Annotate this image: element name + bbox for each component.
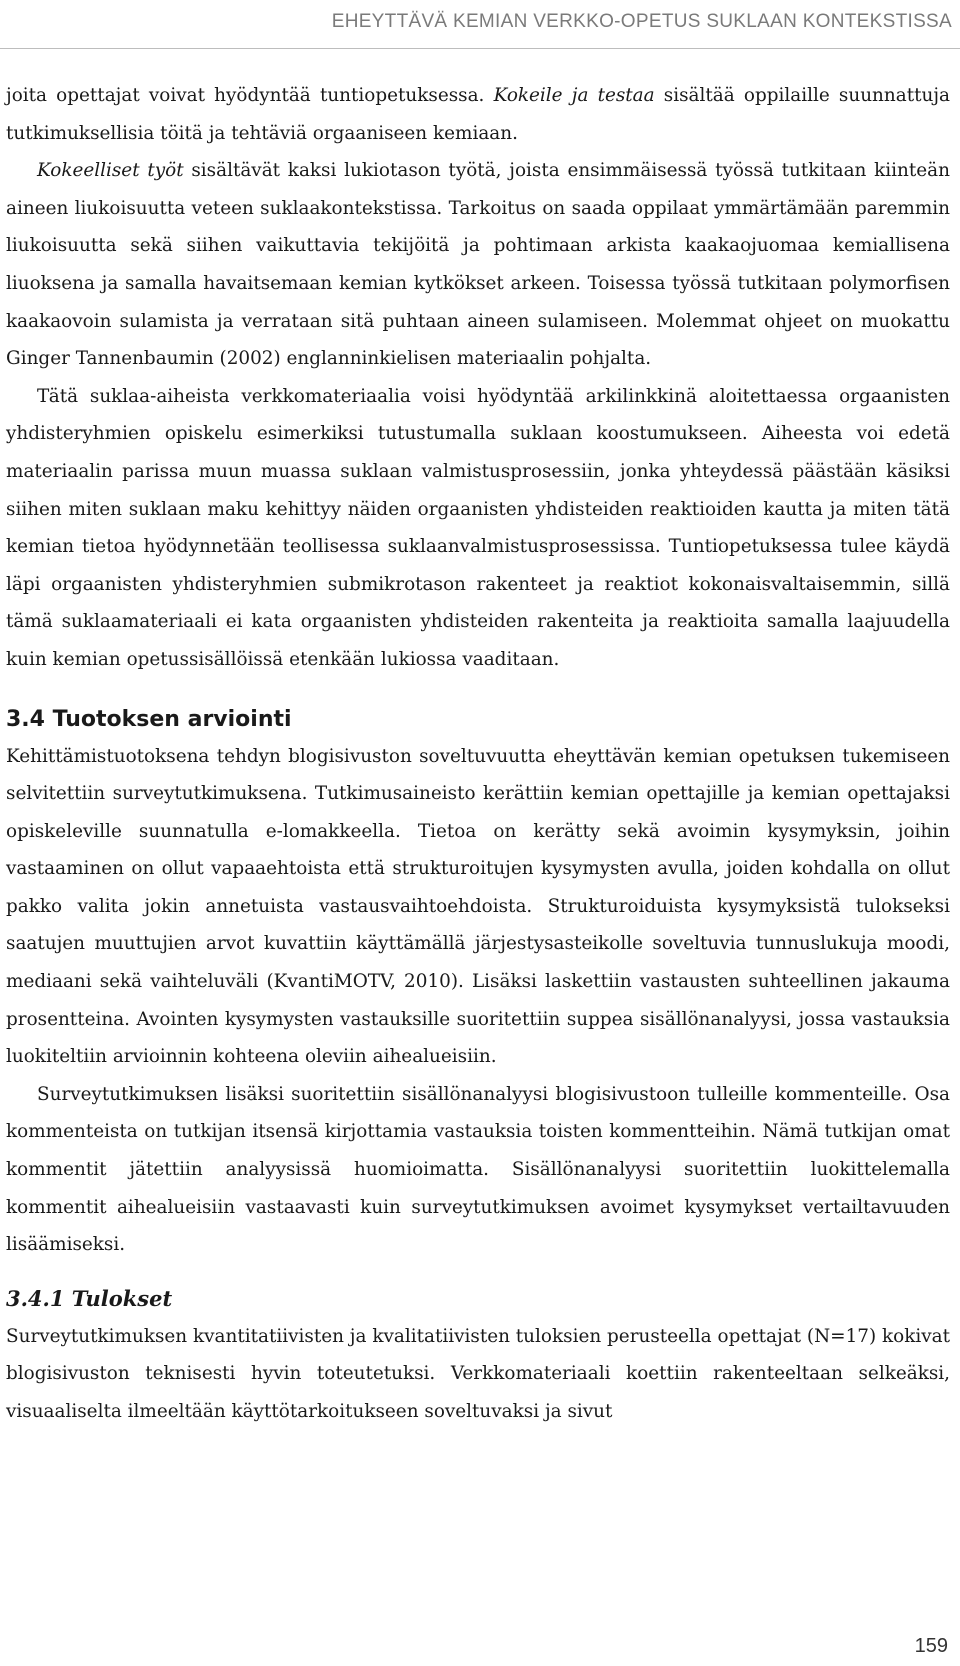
body-paragraph: Surveytutkimuksen lisäksi suoritettiin sisällönanalyysi blogisivustoon tulleille kommenteille. Osa kommenteista on tutkijan itsensä kirjottamia vastauksia toisten kommentteihin. Nämä tutkijan omat kommentit jätettiin analyysissä huomioimatta. Sisällönanalyysi suoritettiin luokittelemalla kommentit aihealueisiin vastaavasti kuin surveytutkimuksen avoimet kysymykset vertailtavuuden lisäämiseksi. [6, 1083, 950, 1256]
emphasis-term: Kokeelliset työt [37, 160, 184, 182]
body-paragraph [6, 77, 950, 152]
text-run: joita opettajat voivat hyödyntää tuntiopetuksessa. [6, 85, 494, 106]
text-run: sisältävät kaksi lukiotason työtä, joista ensimmäisessä työssä tutkitaan kiinteän aineen liukoisuutta veteen suklaakontekstissa. Tarkoitus on saada oppilaat ymmärtämään paremmin liukoisuutta sekä siihen vaikuttavia tekijöitä ja pohtimaan arkista kaakaojuomaa kemiallisena liuoksena ja samalla havaitsemaan kemian kytkökset arkeen. Toisessa työssä tutkitaan polymorfisen kaakaovoin sulamista ja verrataan sitä puhtaan aineen sulamiseen. Molemmat ohjeet on muokattu Ginger Tannenbaumin (2002) englanninkielisen materiaalin pohjalta. [6, 160, 950, 370]
body-paragraph: Surveytutkimuksen kvantitatiivisten ja kvalitatiivisten tuloksien perusteella opettajat (N=17) kokivat blogisivuston teknisesti hyvin toteutetuksi. Verkkomateriaali koettiin rakenteeltaan selkeäksi, visuaaliselta ilmeeltään käyttötarkoitukseen soveltuvaksi ja sivut [6, 1325, 950, 1422]
section-heading: 3.4 Tuotoksen arviointi [6, 706, 292, 732]
body-paragraph: Tätä suklaa-aiheista verkkomateriaalia voisi hyödyntää arkilinkkinä aloitettaessa orgaanisten yhdisteryhmien opiskelu esimerkiksi tutustumalla suklaan koostumukseen. Aiheesta voi edetä materiaalin parissa muun muassa suklaan valmistusprosessiin, jonka yhteydessä päästään käsiksi siihen miten suklaan maku kehittyy näiden orgaanisten yhdisteiden reaktioiden kautta ja miten tätä kemian tietoa hyödynnetään teollisessa suklaanvalmistusprosessissa. Tuntiopetuksessa tulee käydä läpi orgaanisten yhdisteryhmien submikrotason rakenteet ja reaktiot kokonaisvaltaisemmin, sillä tämä suklaamateriaali ei kata orgaanisten yhdisteiden rakenteita ja reaktioita samalla laajuudella kuin kemian opetussisällöissä etenkään lukiossa vaaditaan. [6, 385, 950, 670]
running-header-title: EHEYTTÄVÄ KEMIAN VERKKO-OPETUS SUKLAAN KONTEKSTISSA [331, 11, 952, 32]
body-paragraph [6, 152, 950, 378]
subsection-heading: 3.4.1 Tulokset [6, 1285, 173, 1311]
text-run: sisältää oppilaille suunnattuja tutkimuksellisia töitä ja tehtäviä orgaaniseen kemiaan. [6, 85, 950, 144]
document-body [6, 77, 950, 1431]
body-paragraph: Kehittämistuotoksena tehdyn blogisivuston soveltuvuutta eheyttävän kemian opetuksen tukemiseen selvitettiin surveytutkimuksena. Tutkimusaineisto kerättiin kemian opettajille ja kemian opettajaksi opiskeleville suunnatulla e-lomakkeella. Tietoa on kerätty sekä avoimin kysymyksin, joihin vastaaminen on ollut vapaaehtoista että strukturoitujen kysymysten avulla, joiden kohdalla on ollut pakko valita jokin annetuista vastausvaihtoehdoista. Strukturoiduista kysymyksistä tulokseksi saatujen muuttujien arvot kuvattiin käyttämällä järjestysasteikolle soveltuvia tunnuslukuja moodi, mediaani sekä vaihteluväli (KvantiMOTV, 2010). Lisäksi laskettiin vastausten suhteellinen jakauma prosentteina. Avointen kysymysten vastauksille suoritettiin suppea sisällönanalyysi, jossa vastauksia luokiteltiin arvioinnin kohteena oleviin aihealueisiin. [6, 745, 950, 1068]
emphasis-term: Kokeile ja testaa [493, 85, 655, 106]
page-number: 159 [914, 1635, 948, 1657]
running-header [0, 0, 960, 49]
